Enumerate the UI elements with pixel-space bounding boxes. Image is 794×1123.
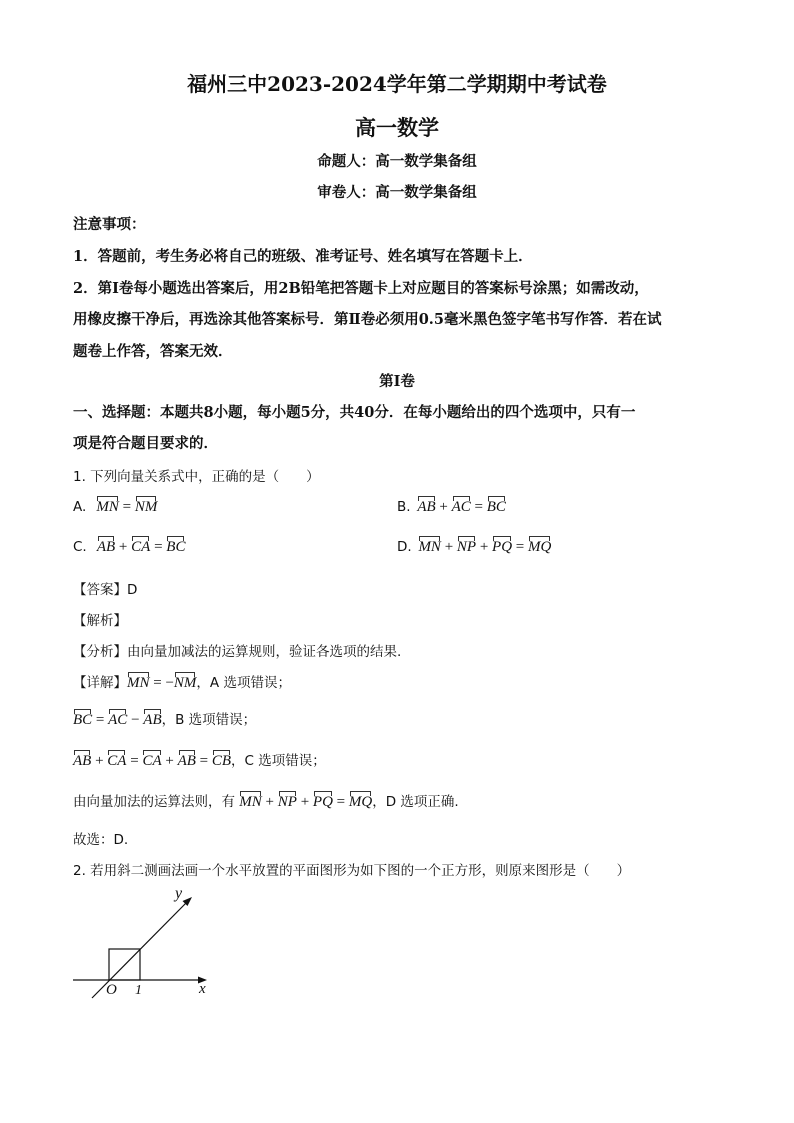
vector: CA [131,539,151,555]
detail-line-d: 由向量加法的运算法则，有 MN + NP + PQ = MQ，D 选项正确. [73,794,459,810]
notice-heading: 注意事项： [73,216,146,233]
vector: AB [143,712,162,728]
option-c: C. AB + CA = BC [73,539,186,555]
vector: AB [73,753,92,769]
vector: MQ [348,794,373,810]
analysis-tag: 【解析】 [73,613,127,629]
vector: BC [166,539,186,555]
detail-line-c: AB + CA = CA + AB = CB，C 选项错误； [73,753,326,769]
detail-line-b: BC = AC − AB，B 选项错误； [73,712,257,728]
vector: MN [96,499,119,515]
vector: BC [73,712,93,728]
vector: AB [96,539,116,555]
option-a: A. MN = NM [73,499,158,515]
vector: PQ [312,794,333,810]
tick-label-1: 1 [135,983,142,998]
reviewer-line: 审卷人：高一数学集备组 [317,184,477,201]
conclusion-line: 故选：D. [73,832,129,848]
vector: AB [177,753,196,769]
section-1-line-2: 项是符合题目要求的． [73,435,218,452]
option-d: D. MN + NP + PQ = MQ [397,539,552,555]
vector: AB [417,499,436,515]
notice-item-2-line-2: 用橡皮擦干净后，再选涂其他答案标号．第Ⅱ卷必须用0.5毫米黑色签字笔书写作答．若在试 [73,311,662,328]
vector: NM [173,675,197,691]
vector: NP [456,539,477,555]
x-label: x [199,981,206,997]
vector: AC [108,712,128,728]
detail-tag: 【详解】 [73,675,127,691]
question-2-stem: 2. 若用斜二测画法画一个水平放置的平面图形为如下图的一个正方形，则原来图形是（ ） [73,863,631,879]
exam-title: 福州三中2023-2024学年第二学期期中考试卷 [187,72,607,96]
vector: BC [486,499,506,515]
vector: CA [107,753,127,769]
vector: MN [418,539,441,555]
vector: CA [142,753,162,769]
answer-value: D [127,582,138,598]
detail-line-a: 【详解】MN = −NM，A 选项错误； [73,675,291,691]
setter-line: 命题人：高一数学集备组 [317,153,477,170]
vector: NP [277,794,297,810]
notice-item-2-line-1: 2．第Ⅰ卷每小题选出答案后，用2B铅笔把答题卡上对应题目的答案标号涂黑；如需改动， [73,280,649,297]
vector: MQ [528,539,552,555]
section-1-line-1: 一、选择题：本题共8小题，每小题5分，共40分．在每小题给出的四个选项中，只有一 [73,404,636,421]
vector: AC [451,499,471,515]
vector: PQ [492,539,513,555]
volume-title: 第Ⅰ卷 [379,373,415,390]
notice-item-2-line-3: 题卷上作答，答案无效． [73,343,233,360]
answer-line [73,578,137,598]
fenxi-line [73,640,401,660]
vector: CB [211,753,232,769]
vector: MN [127,675,150,691]
vector: NM [134,499,158,515]
vector: MN [239,794,262,810]
question-1-stem: 1. 下列向量关系式中，正确的是（ ） [73,469,320,485]
fenxi-tag: 【分析】 [73,644,127,660]
answer-tag: 【答案】 [73,582,127,598]
fenxi-text: 由向量加减法的运算规则，验证各选项的结果. [127,644,402,660]
option-b: B. AB + AC = BC [397,499,506,515]
subject-title: 高一数学 [355,115,439,140]
origin-label: O [106,982,117,998]
y-label: y [175,885,183,902]
notice-item-1: 1．答题前，考生务必将自己的班级、准考证号、姓名填写在答题卡上． [73,248,533,265]
oblique-axes-figure [68,884,218,1000]
